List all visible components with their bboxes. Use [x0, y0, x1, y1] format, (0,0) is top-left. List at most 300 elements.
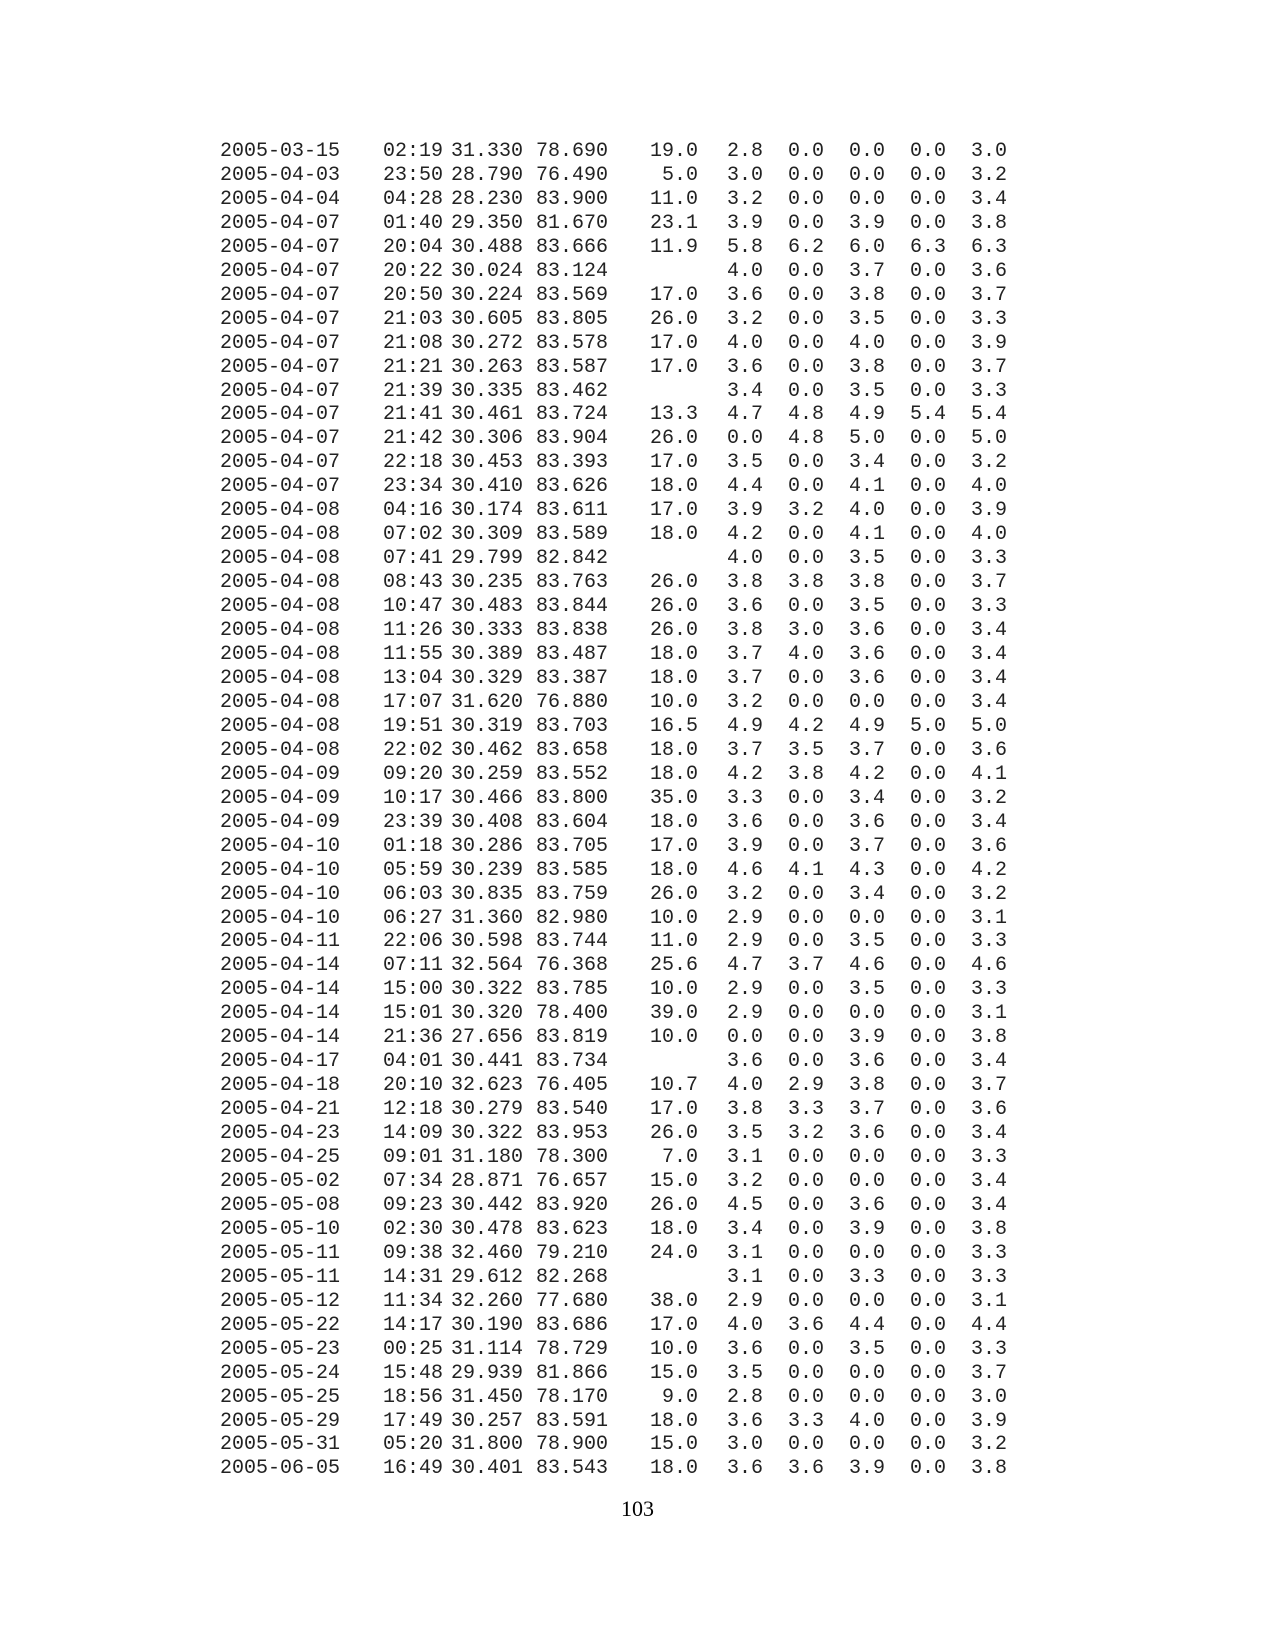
- longitude-cell: 83.819: [535, 1026, 608, 1050]
- value-2-cell: 0.0: [787, 211, 824, 235]
- depth-cell: 15.0: [649, 1169, 698, 1193]
- value-4-cell: 0.0: [909, 283, 946, 307]
- depth-cell: 17.0: [649, 834, 698, 858]
- date-cell: 2005-04-08: [220, 571, 341, 595]
- time-cell: 11:55: [382, 643, 443, 667]
- value-5-cell: 3.3: [970, 379, 1007, 403]
- value-2-cell: 4.1: [787, 858, 824, 882]
- longitude-cell: 83.591: [535, 1409, 608, 1433]
- time-cell: 15:48: [382, 1361, 443, 1385]
- value-2-cell: 3.3: [787, 1409, 824, 1433]
- time-cell: 10:47: [382, 595, 443, 619]
- time-cell: 04:16: [382, 499, 443, 523]
- depth-cell: 35.0: [649, 786, 698, 810]
- latitude-cell: 30.598: [450, 930, 523, 954]
- value-4-cell: 0.0: [909, 1289, 946, 1313]
- value-5-cell: 3.1: [970, 906, 1007, 930]
- value-1-cell: 3.5: [726, 451, 763, 475]
- value-4-cell: 5.0: [909, 714, 946, 738]
- value-5-cell: 3.2: [970, 163, 1007, 187]
- time-cell: 09:01: [382, 1146, 443, 1170]
- value-4-cell: 0.0: [909, 643, 946, 667]
- value-2-cell: 3.5: [787, 738, 824, 762]
- table-row: [220, 715, 1007, 739]
- table-row: [220, 1314, 1007, 1338]
- longitude-cell: 83.953: [535, 1122, 608, 1146]
- date-cell: 2005-06-05: [220, 1457, 341, 1481]
- date-cell: 2005-05-10: [220, 1217, 341, 1241]
- time-cell: 00:25: [382, 1337, 443, 1361]
- table-row: [220, 1050, 1007, 1074]
- value-3-cell: 0.0: [848, 1169, 885, 1193]
- value-1-cell: 4.0: [726, 259, 763, 283]
- time-cell: 18:56: [382, 1385, 443, 1409]
- value-5-cell: 3.4: [970, 810, 1007, 834]
- value-4-cell: 0.0: [909, 427, 946, 451]
- value-5-cell: 3.0: [970, 1385, 1007, 1409]
- value-4-cell: 0.0: [909, 1026, 946, 1050]
- value-4-cell: 5.4: [909, 403, 946, 427]
- value-4-cell: 0.0: [909, 666, 946, 690]
- value-4-cell: 0.0: [909, 858, 946, 882]
- table-row: [220, 1242, 1007, 1266]
- value-2-cell: 0.0: [787, 666, 824, 690]
- value-1-cell: 3.8: [726, 1098, 763, 1122]
- date-cell: 2005-04-07: [220, 211, 341, 235]
- value-2-cell: 0.0: [787, 1050, 824, 1074]
- time-cell: 05:20: [382, 1433, 443, 1457]
- depth-cell: 38.0: [649, 1289, 698, 1313]
- latitude-cell: 30.306: [450, 427, 523, 451]
- depth-cell: 18.0: [649, 858, 698, 882]
- value-1-cell: 3.8: [726, 571, 763, 595]
- value-5-cell: 3.6: [970, 834, 1007, 858]
- value-1-cell: 4.0: [726, 1074, 763, 1098]
- latitude-cell: 28.230: [450, 187, 523, 211]
- longitude-cell: 83.626: [535, 475, 608, 499]
- depth-cell: 17.0: [649, 1098, 698, 1122]
- table-row: [220, 595, 1007, 619]
- longitude-cell: 83.900: [535, 187, 608, 211]
- time-cell: 15:00: [382, 978, 443, 1002]
- depth-cell: 13.3: [649, 403, 698, 427]
- value-3-cell: 4.3: [848, 858, 885, 882]
- table-row: [220, 1002, 1007, 1026]
- date-cell: 2005-04-07: [220, 331, 341, 355]
- value-5-cell: 3.3: [970, 595, 1007, 619]
- table-row: [220, 1098, 1007, 1122]
- value-1-cell: 4.7: [726, 954, 763, 978]
- depth-cell: 10.0: [649, 906, 698, 930]
- value-1-cell: 2.9: [726, 978, 763, 1002]
- value-1-cell: 3.6: [726, 283, 763, 307]
- value-4-cell: 0.0: [909, 1098, 946, 1122]
- value-3-cell: 3.7: [848, 738, 885, 762]
- latitude-cell: 30.190: [450, 1313, 523, 1337]
- longitude-cell: 83.705: [535, 834, 608, 858]
- value-1-cell: 3.3: [726, 786, 763, 810]
- value-2-cell: 0.0: [787, 283, 824, 307]
- value-3-cell: 3.5: [848, 595, 885, 619]
- value-3-cell: 4.9: [848, 714, 885, 738]
- time-cell: 06:03: [382, 882, 443, 906]
- value-2-cell: 0.0: [787, 451, 824, 475]
- table-row: [220, 236, 1007, 260]
- table-row: [220, 1386, 1007, 1410]
- depth-cell: 18.0: [649, 762, 698, 786]
- depth-cell: 17.0: [649, 355, 698, 379]
- value-4-cell: 0.0: [909, 499, 946, 523]
- longitude-cell: 83.462: [535, 379, 608, 403]
- table-row: [220, 427, 1007, 451]
- value-1-cell: 3.6: [726, 1457, 763, 1481]
- time-cell: 20:10: [382, 1074, 443, 1098]
- longitude-cell: 78.400: [535, 1002, 608, 1026]
- date-cell: 2005-04-07: [220, 451, 341, 475]
- value-3-cell: 3.6: [848, 666, 885, 690]
- time-cell: 17:07: [382, 690, 443, 714]
- latitude-cell: 30.322: [450, 1122, 523, 1146]
- value-2-cell: 0.0: [787, 690, 824, 714]
- depth-cell: 7.0: [661, 1146, 698, 1170]
- value-5-cell: 4.0: [970, 523, 1007, 547]
- table-row: [220, 619, 1007, 643]
- depth-cell: 10.7: [649, 1074, 698, 1098]
- value-3-cell: 3.5: [848, 930, 885, 954]
- latitude-cell: 30.478: [450, 1217, 523, 1241]
- value-5-cell: 3.6: [970, 1098, 1007, 1122]
- value-3-cell: 3.5: [848, 978, 885, 1002]
- value-2-cell: 0.0: [787, 355, 824, 379]
- longitude-cell: 83.724: [535, 403, 608, 427]
- latitude-cell: 29.939: [450, 1361, 523, 1385]
- longitude-cell: 76.657: [535, 1169, 608, 1193]
- depth-cell: [608, 1266, 698, 1290]
- date-cell: 2005-05-08: [220, 1193, 341, 1217]
- value-1-cell: 3.4: [726, 1217, 763, 1241]
- value-2-cell: 0.0: [787, 1146, 824, 1170]
- table-row: [220, 763, 1007, 787]
- value-4-cell: 0.0: [909, 331, 946, 355]
- depth-cell: 10.0: [649, 1026, 698, 1050]
- latitude-cell: 30.466: [450, 786, 523, 810]
- table-row: [220, 1026, 1007, 1050]
- value-2-cell: 3.3: [787, 1098, 824, 1122]
- time-cell: 14:31: [382, 1265, 443, 1289]
- value-4-cell: 0.0: [909, 690, 946, 714]
- value-5-cell: 3.4: [970, 619, 1007, 643]
- depth-cell: 16.5: [649, 714, 698, 738]
- value-1-cell: 5.8: [726, 235, 763, 259]
- table-row: [220, 859, 1007, 883]
- longitude-cell: 82.980: [535, 906, 608, 930]
- depth-cell: 18.0: [649, 643, 698, 667]
- value-5-cell: 3.4: [970, 666, 1007, 690]
- latitude-cell: 31.360: [450, 906, 523, 930]
- date-cell: 2005-05-11: [220, 1265, 341, 1289]
- value-4-cell: 0.0: [909, 1409, 946, 1433]
- value-4-cell: 0.0: [909, 930, 946, 954]
- value-3-cell: 0.0: [848, 1385, 885, 1409]
- value-4-cell: 0.0: [909, 571, 946, 595]
- page-number: 103: [621, 1496, 654, 1521]
- depth-cell: 26.0: [649, 619, 698, 643]
- date-cell: 2005-05-29: [220, 1409, 341, 1433]
- time-cell: 22:02: [382, 738, 443, 762]
- depth-cell: 18.0: [649, 810, 698, 834]
- value-5-cell: 3.8: [970, 211, 1007, 235]
- table-row: [220, 811, 1007, 835]
- date-cell: 2005-05-12: [220, 1289, 341, 1313]
- latitude-cell: 30.257: [450, 1409, 523, 1433]
- longitude-cell: 83.604: [535, 810, 608, 834]
- value-2-cell: 0.0: [787, 547, 824, 571]
- time-cell: 21:39: [382, 379, 443, 403]
- value-5-cell: 3.1: [970, 1002, 1007, 1026]
- longitude-cell: 83.611: [535, 499, 608, 523]
- time-cell: 21:36: [382, 1026, 443, 1050]
- value-1-cell: 4.4: [726, 475, 763, 499]
- longitude-cell: 83.124: [535, 259, 608, 283]
- longitude-cell: 83.623: [535, 1217, 608, 1241]
- date-cell: 2005-05-23: [220, 1337, 341, 1361]
- value-1-cell: 2.8: [726, 140, 763, 163]
- longitude-cell: 83.569: [535, 283, 608, 307]
- value-2-cell: 3.2: [787, 1122, 824, 1146]
- value-3-cell: 3.4: [848, 451, 885, 475]
- value-1-cell: 3.4: [726, 379, 763, 403]
- date-cell: 2005-04-09: [220, 786, 341, 810]
- value-4-cell: 0.0: [909, 810, 946, 834]
- value-3-cell: 3.7: [848, 259, 885, 283]
- latitude-cell: 30.322: [450, 978, 523, 1002]
- value-1-cell: 3.9: [726, 834, 763, 858]
- date-cell: 2005-04-10: [220, 834, 341, 858]
- depth-cell: [608, 547, 698, 571]
- value-4-cell: 0.0: [909, 1361, 946, 1385]
- depth-cell: 26.0: [649, 307, 698, 331]
- longitude-cell: 83.763: [535, 571, 608, 595]
- time-cell: 09:20: [382, 762, 443, 786]
- date-cell: 2005-04-25: [220, 1146, 341, 1170]
- value-4-cell: 0.0: [909, 1385, 946, 1409]
- value-2-cell: 0.0: [787, 140, 824, 163]
- value-5-cell: 3.3: [970, 930, 1007, 954]
- date-cell: 2005-04-08: [220, 499, 341, 523]
- value-1-cell: 3.8: [726, 619, 763, 643]
- value-2-cell: 0.0: [787, 1433, 824, 1457]
- value-5-cell: 3.3: [970, 547, 1007, 571]
- value-2-cell: 4.2: [787, 714, 824, 738]
- value-1-cell: 3.7: [726, 666, 763, 690]
- value-2-cell: 0.0: [787, 187, 824, 211]
- value-2-cell: 3.6: [787, 1313, 824, 1337]
- value-1-cell: 3.6: [726, 595, 763, 619]
- value-2-cell: 0.0: [787, 810, 824, 834]
- longitude-cell: 81.866: [535, 1361, 608, 1385]
- longitude-cell: 83.920: [535, 1193, 608, 1217]
- value-1-cell: 2.9: [726, 1289, 763, 1313]
- table-row: [220, 284, 1007, 308]
- value-2-cell: 0.0: [787, 259, 824, 283]
- depth-cell: 10.0: [649, 690, 698, 714]
- date-cell: 2005-04-07: [220, 403, 341, 427]
- latitude-cell: 29.350: [450, 211, 523, 235]
- value-4-cell: 0.0: [909, 1265, 946, 1289]
- value-4-cell: 0.0: [909, 1002, 946, 1026]
- value-2-cell: 0.0: [787, 1385, 824, 1409]
- time-cell: 23:50: [382, 163, 443, 187]
- value-3-cell: 0.0: [848, 1002, 885, 1026]
- value-3-cell: 3.5: [848, 1337, 885, 1361]
- value-2-cell: 0.0: [787, 307, 824, 331]
- value-3-cell: 3.4: [848, 786, 885, 810]
- latitude-cell: 30.461: [450, 403, 523, 427]
- latitude-cell: 30.272: [450, 331, 523, 355]
- value-5-cell: 3.8: [970, 1026, 1007, 1050]
- table-row: [220, 1074, 1007, 1098]
- latitude-cell: 30.329: [450, 666, 523, 690]
- longitude-cell: 83.805: [535, 307, 608, 331]
- value-4-cell: 0.0: [909, 834, 946, 858]
- value-2-cell: 0.0: [787, 978, 824, 1002]
- value-3-cell: 4.1: [848, 523, 885, 547]
- depth-cell: 26.0: [649, 1122, 698, 1146]
- value-2-cell: 3.8: [787, 571, 824, 595]
- value-4-cell: 0.0: [909, 355, 946, 379]
- value-1-cell: 0.0: [726, 1026, 763, 1050]
- latitude-cell: 31.330: [450, 140, 523, 163]
- table-row: [220, 978, 1007, 1002]
- date-cell: 2005-03-15: [220, 140, 341, 163]
- value-3-cell: 3.7: [848, 1098, 885, 1122]
- depth-cell: 26.0: [649, 571, 698, 595]
- value-5-cell: 3.4: [970, 1169, 1007, 1193]
- value-1-cell: 3.1: [726, 1265, 763, 1289]
- table-row: [220, 523, 1007, 547]
- value-3-cell: 3.8: [848, 283, 885, 307]
- value-1-cell: 3.0: [726, 163, 763, 187]
- depth-cell: [608, 380, 698, 404]
- date-cell: 2005-04-08: [220, 738, 341, 762]
- longitude-cell: 83.578: [535, 331, 608, 355]
- value-2-cell: 3.7: [787, 954, 824, 978]
- value-1-cell: 3.1: [726, 1146, 763, 1170]
- latitude-cell: 30.320: [450, 1002, 523, 1026]
- value-3-cell: 5.0: [848, 427, 885, 451]
- table-row: [220, 571, 1007, 595]
- depth-cell: 18.0: [649, 1409, 698, 1433]
- longitude-cell: 83.487: [535, 643, 608, 667]
- value-5-cell: 3.9: [970, 1409, 1007, 1433]
- longitude-cell: 83.658: [535, 738, 608, 762]
- table-row: [220, 667, 1007, 691]
- value-4-cell: 0.0: [909, 1457, 946, 1481]
- depth-cell: [608, 260, 698, 284]
- value-4-cell: 0.0: [909, 259, 946, 283]
- value-4-cell: 0.0: [909, 1146, 946, 1170]
- value-3-cell: 3.9: [848, 1457, 885, 1481]
- value-4-cell: 0.0: [909, 978, 946, 1002]
- table-row: [220, 1218, 1007, 1242]
- value-5-cell: 3.7: [970, 1074, 1007, 1098]
- value-2-cell: 4.8: [787, 427, 824, 451]
- value-2-cell: 0.0: [787, 1217, 824, 1241]
- value-3-cell: 6.0: [848, 235, 885, 259]
- value-1-cell: 3.9: [726, 499, 763, 523]
- depth-cell: 11.9: [649, 235, 698, 259]
- value-1-cell: 3.2: [726, 1169, 763, 1193]
- value-3-cell: 3.6: [848, 643, 885, 667]
- latitude-cell: 30.442: [450, 1193, 523, 1217]
- time-cell: 10:17: [382, 786, 443, 810]
- value-5-cell: 3.3: [970, 1241, 1007, 1265]
- table-body: [220, 140, 1007, 1481]
- value-2-cell: 3.6: [787, 1457, 824, 1481]
- longitude-cell: 82.268: [535, 1265, 608, 1289]
- time-cell: 07:41: [382, 547, 443, 571]
- value-4-cell: 0.0: [909, 906, 946, 930]
- value-5-cell: 3.7: [970, 355, 1007, 379]
- value-3-cell: 4.6: [848, 954, 885, 978]
- value-2-cell: 0.0: [787, 331, 824, 355]
- value-3-cell: 0.0: [848, 1361, 885, 1385]
- longitude-cell: 77.680: [535, 1289, 608, 1313]
- value-2-cell: 0.0: [787, 1289, 824, 1313]
- date-cell: 2005-04-14: [220, 954, 341, 978]
- time-cell: 04:01: [382, 1050, 443, 1074]
- time-cell: 19:51: [382, 714, 443, 738]
- depth-cell: 26.0: [649, 1193, 698, 1217]
- value-4-cell: 0.0: [909, 163, 946, 187]
- value-3-cell: 3.9: [848, 1217, 885, 1241]
- value-1-cell: 3.2: [726, 307, 763, 331]
- value-5-cell: 4.0: [970, 475, 1007, 499]
- depth-cell: 19.0: [649, 140, 698, 163]
- latitude-cell: 30.462: [450, 738, 523, 762]
- date-cell: 2005-04-08: [220, 666, 341, 690]
- value-2-cell: 0.0: [787, 523, 824, 547]
- value-1-cell: 4.0: [726, 331, 763, 355]
- longitude-cell: 81.670: [535, 211, 608, 235]
- date-cell: 2005-04-07: [220, 355, 341, 379]
- latitude-cell: 30.259: [450, 762, 523, 786]
- value-5-cell: 3.2: [970, 786, 1007, 810]
- value-3-cell: 3.5: [848, 379, 885, 403]
- time-cell: 07:02: [382, 523, 443, 547]
- value-2-cell: 3.0: [787, 619, 824, 643]
- value-5-cell: 4.6: [970, 954, 1007, 978]
- time-cell: 20:50: [382, 283, 443, 307]
- latitude-cell: 32.460: [450, 1241, 523, 1265]
- value-4-cell: 0.0: [909, 1074, 946, 1098]
- value-5-cell: 3.8: [970, 1217, 1007, 1241]
- value-1-cell: 4.5: [726, 1193, 763, 1217]
- latitude-cell: 30.174: [450, 499, 523, 523]
- value-3-cell: 3.8: [848, 1074, 885, 1098]
- date-cell: 2005-04-08: [220, 595, 341, 619]
- value-4-cell: 0.0: [909, 451, 946, 475]
- longitude-cell: 78.900: [535, 1433, 608, 1457]
- value-2-cell: 0.0: [787, 595, 824, 619]
- value-5-cell: 3.7: [970, 283, 1007, 307]
- longitude-cell: 83.585: [535, 858, 608, 882]
- table-row: [220, 356, 1007, 380]
- depth-cell: 26.0: [649, 882, 698, 906]
- time-cell: 11:26: [382, 619, 443, 643]
- value-1-cell: 4.9: [726, 714, 763, 738]
- date-cell: 2005-04-09: [220, 810, 341, 834]
